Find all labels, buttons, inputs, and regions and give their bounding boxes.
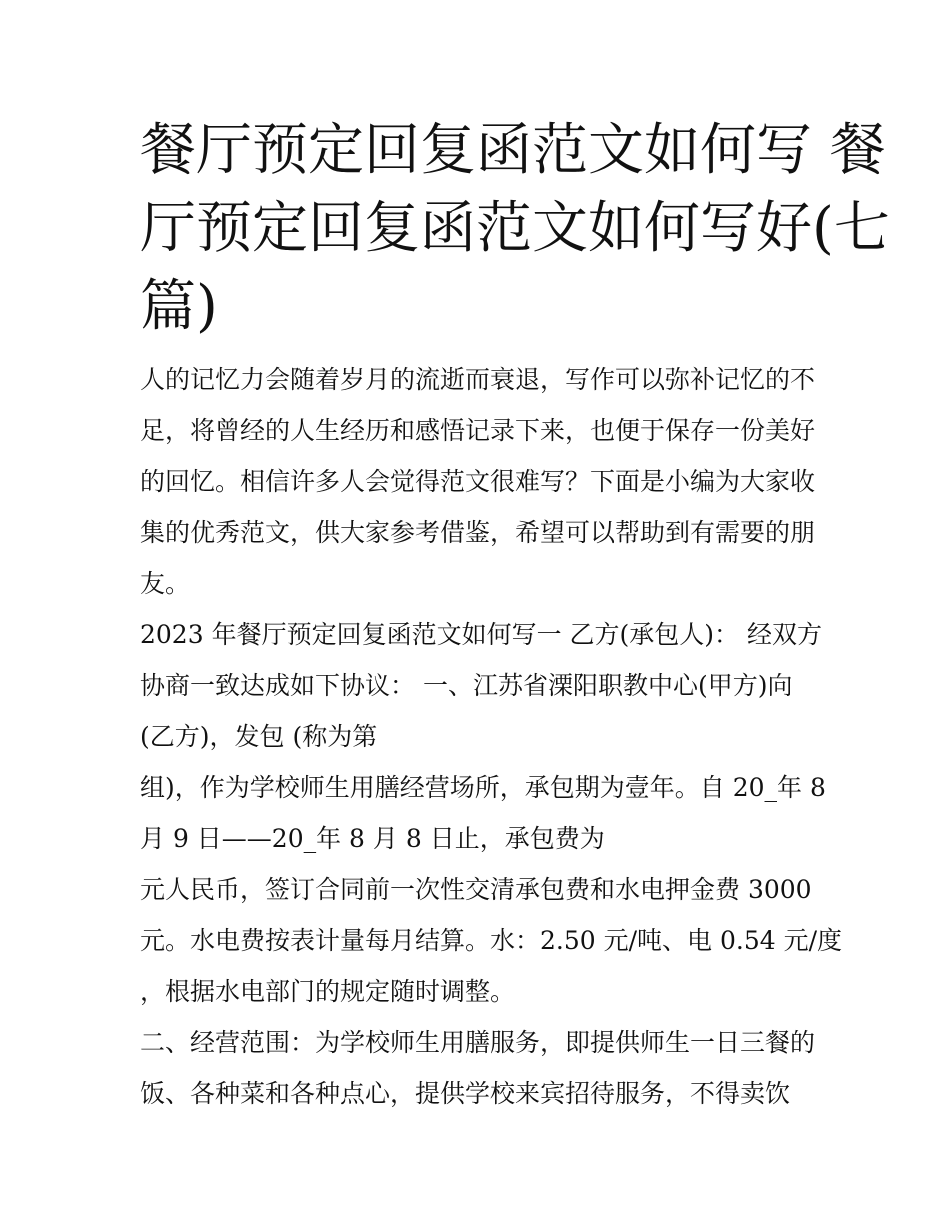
body-line: 友。 <box>140 569 191 598</box>
title-line: 厅预定回复函范文如何写好(七 <box>140 196 890 261</box>
body-line: 足，将曾经的人生经历和感悟记录下来，也便于保存一份美好 <box>140 416 816 445</box>
title-line: 篇) <box>140 274 218 339</box>
body-line: 人的记忆力会随着岁月的流逝而衰退，写作可以弥补记忆的不 <box>140 365 816 394</box>
document-title <box>140 112 890 346</box>
body-line: 元。水电费按表计量每月结算。水：2.50 元/吨、电 0.54 元/度 <box>140 926 843 955</box>
body-line: 月 9 日——20_年 8 月 8 日止，承包费为 <box>140 824 605 853</box>
title-line: 餐厅预定回复函范文如何写 餐 <box>140 118 886 183</box>
body-line: (乙方)，发包 (称为第 <box>140 722 378 751</box>
body-line: 2023 年餐厅预定回复函范文如何写一 乙方(承包人)： 经双方 <box>140 620 822 649</box>
body-line: 饭、各种菜和各种点心，提供学校来宾招待服务，不得卖饮 <box>140 1079 791 1108</box>
body-line: 协商一致达成如下协议： 一、江苏省溧阳职教中心(甲方)向 <box>140 671 793 700</box>
body-line: ，根据水电部门的规定随时调整。 <box>140 977 516 1006</box>
body-line: 二、经营范围：为学校师生用膳服务，即提供师生一日三餐的 <box>140 1028 816 1057</box>
body-line: 组)，作为学校师生用膳经营场所，承包期为壹年。自 20_年 8 <box>140 773 826 802</box>
document-body <box>140 354 843 1119</box>
body-line: 元人民币，签订合同前一次性交清承包费和水电押金费 3000 <box>140 875 812 904</box>
body-line: 的回忆。相信许多人会觉得范文很难写？下面是小编为大家收 <box>140 467 816 496</box>
body-line: 集的优秀范文，供大家参考借鉴，希望可以帮助到有需要的朋 <box>140 518 816 547</box>
